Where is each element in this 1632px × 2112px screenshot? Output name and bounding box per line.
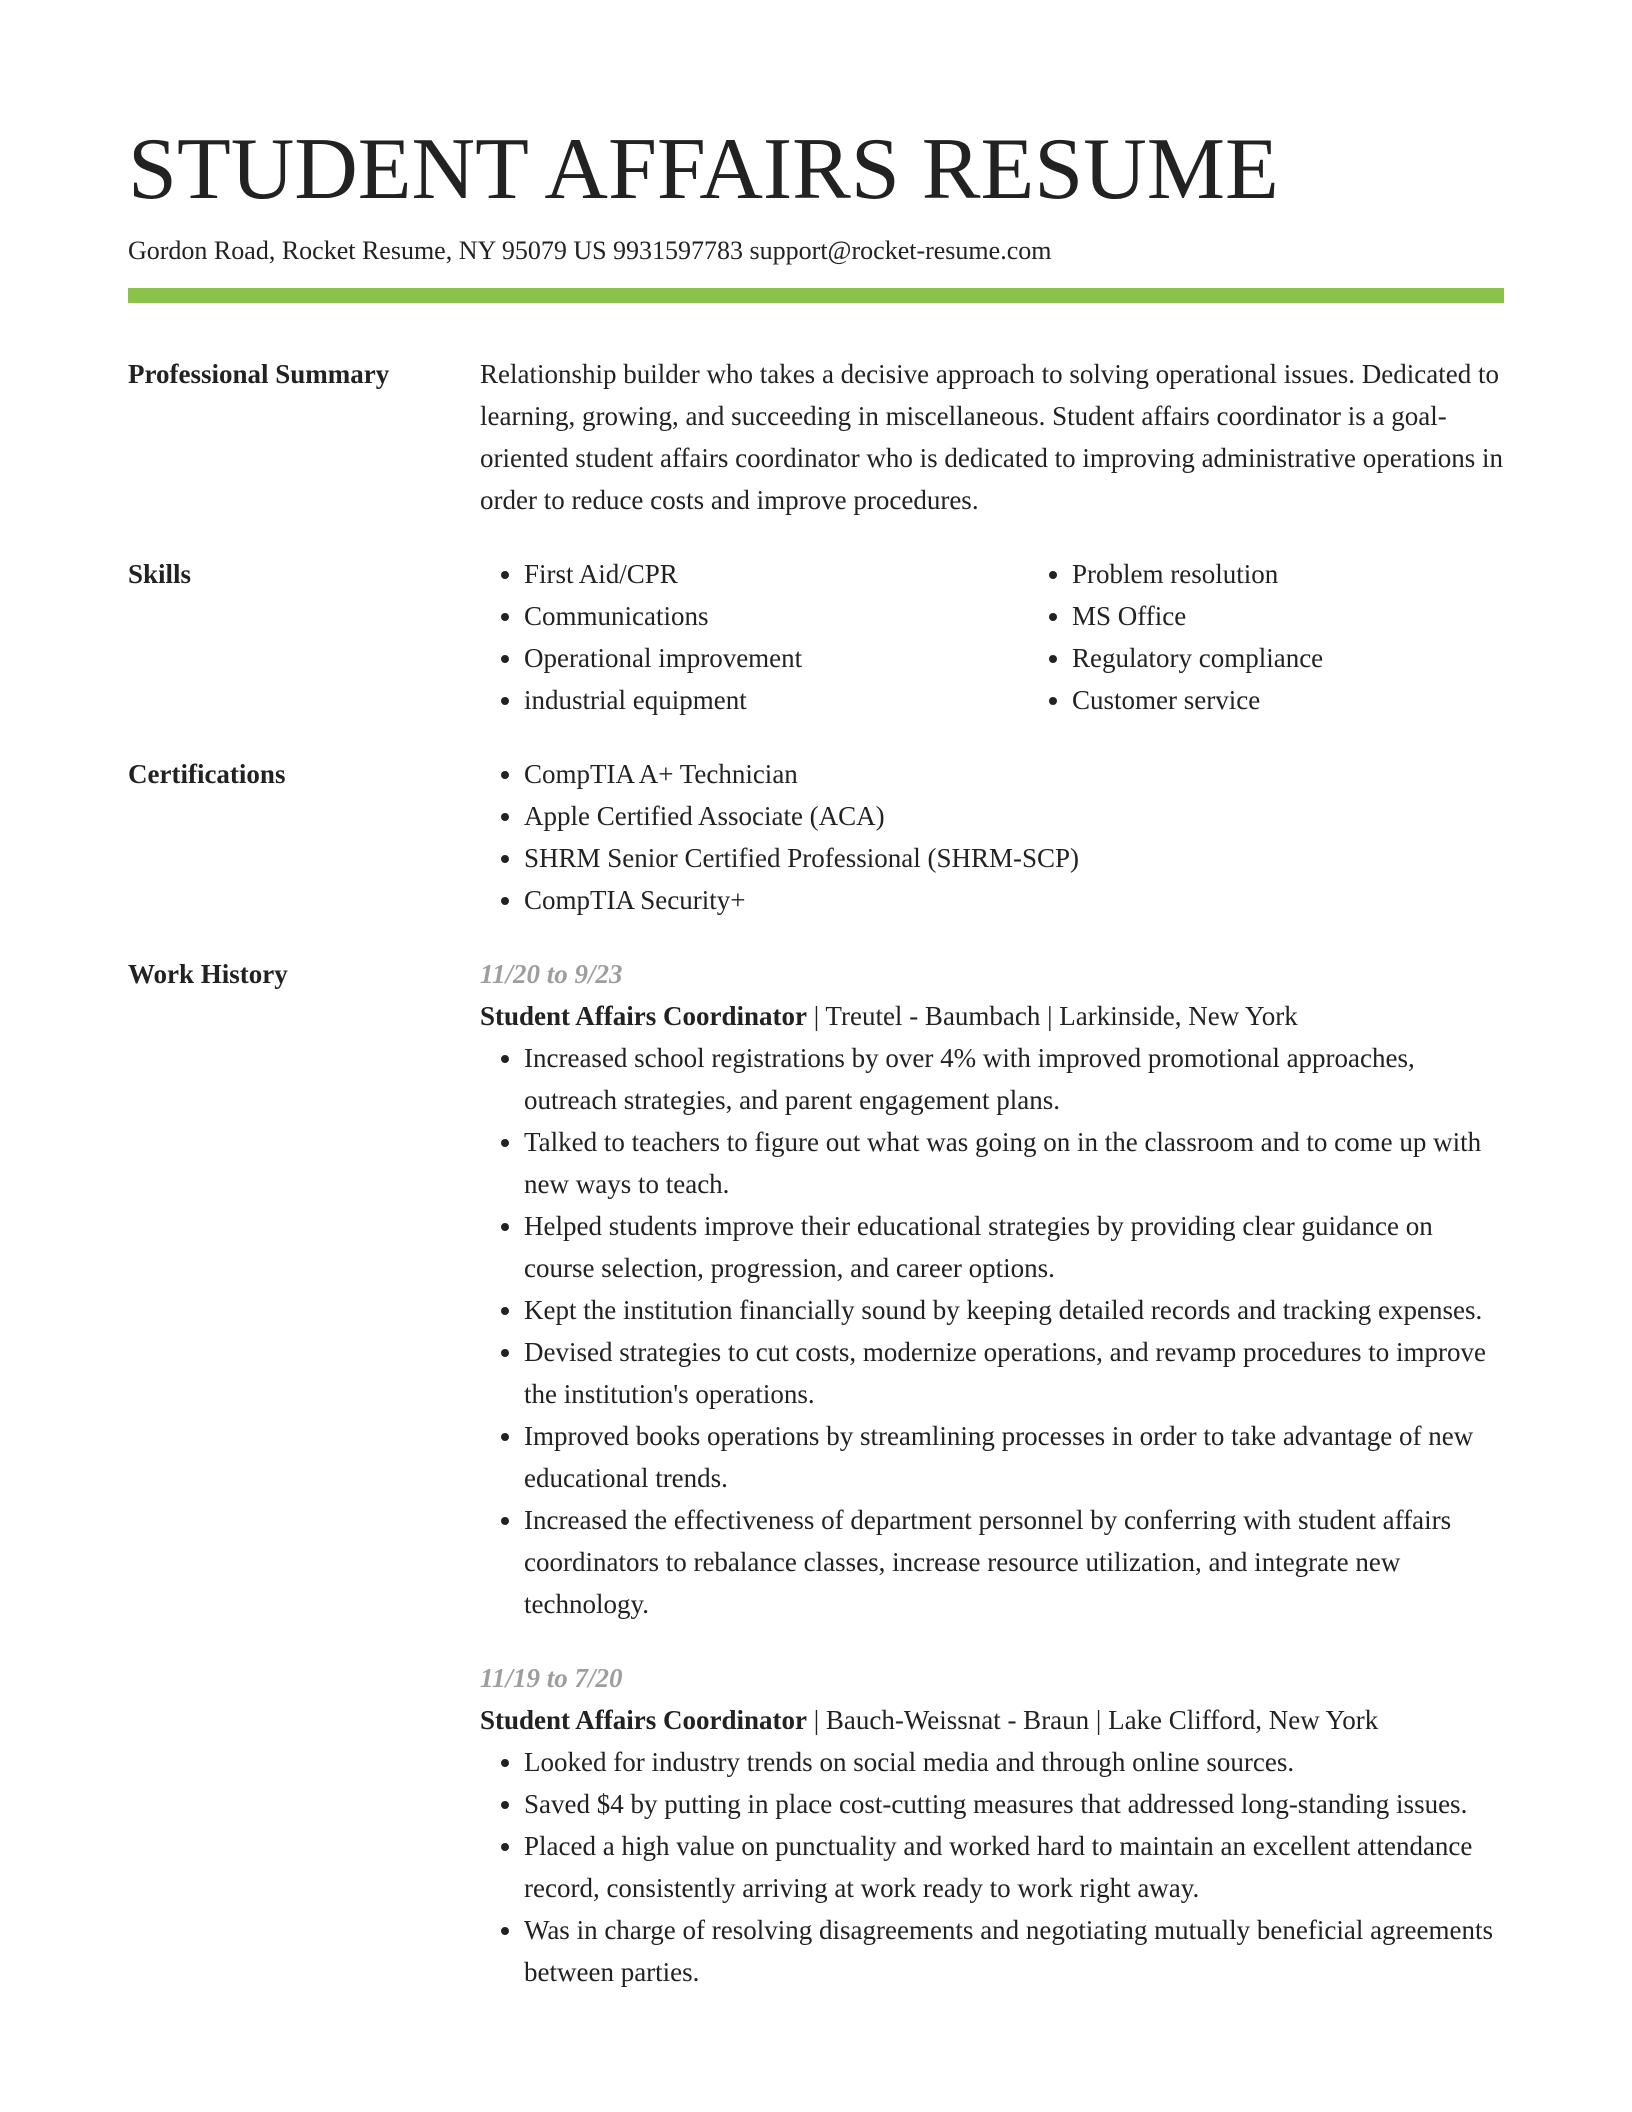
list-item: • SHRM Senior Certified Professional (SHRM-SCP): [524, 837, 1504, 879]
job-title: Student Affairs Coordinator: [480, 1705, 808, 1735]
list-item: • Apple Certified Associate (ACA): [524, 795, 1504, 837]
job-details: | Treutel - Baumbach | Larkinside, New York: [807, 1001, 1298, 1031]
summary-text: Relationship builder who takes a decisive approach to solving operational issues. Dedicated to learning, growing, and succeeding in miscellaneous. Student affairs coordinator is a goal-oriented student affairs coordinator who is dedicated to improving administrative operations in order to reduce costs and improve procedures.: [480, 359, 1503, 515]
job-title: Student Affairs Coordinator: [480, 1001, 808, 1031]
section-skills: [128, 553, 1504, 721]
list-item: • MS Office: [1072, 595, 1576, 637]
certifications-list: [480, 753, 1504, 921]
list-item: • First Aid/CPR: [524, 553, 1028, 595]
section-heading: Certifications: [128, 759, 286, 789]
list-item: • CompTIA Security+: [524, 879, 1504, 921]
header-divider: [128, 288, 1504, 303]
list-item: • Kept the institution financially sound by keeping detailed records and tracking expenses.: [524, 1289, 1504, 1331]
list-item: • Was in charge of resolving disagreements and negotiating mutually beneficial agreements between parties.: [524, 1909, 1504, 1993]
list-item: • Regulatory compliance: [1072, 637, 1576, 679]
job-title-line: [480, 995, 1504, 1037]
section-heading: Skills: [128, 559, 192, 589]
job-title-line: [480, 1699, 1504, 1741]
contact-line: Gordon Road, Rocket Resume, NY 95079 US 9931597783 support@rocket-resume.com: [128, 236, 1052, 265]
skills-columns: [480, 553, 1576, 721]
list-item: • Customer service: [1072, 679, 1576, 721]
resume-title: STUDENT AFFAIRS RESUME: [128, 121, 1279, 218]
list-item: • Improved books operations by streamlining processes in order to take advantage of new educational trends.: [524, 1415, 1504, 1499]
list-item: • Talked to teachers to figure out what was going on in the classroom and to come up with new ways to teach.: [524, 1121, 1504, 1205]
section-work-history: [128, 953, 1504, 1993]
list-item: • CompTIA A+ Technician: [524, 753, 1504, 795]
job-details: | Bauch-Weissnat - Braun | Lake Clifford, New York: [807, 1705, 1379, 1735]
section-certifications: [128, 753, 1504, 921]
skills-list-right: [1028, 553, 1576, 721]
list-item: • Placed a high value on punctuality and worked hard to maintain an excellent attendance record, consistently arriving at work ready to work right away.: [524, 1825, 1504, 1909]
list-item: • Looked for industry trends on social media and through online sources.: [524, 1741, 1504, 1783]
job-entry: [480, 1657, 1504, 1993]
section-heading: Work History: [128, 959, 288, 989]
list-item: • Communications: [524, 595, 1028, 637]
job-dates: 11/19 to 7/20: [480, 1663, 623, 1693]
section-professional-summary: [128, 353, 1504, 521]
list-item: • Devised strategies to cut costs, modernize operations, and revamp procedures to improve the institution's operations.: [524, 1331, 1504, 1415]
list-item: • Saved $4 by putting in place cost-cutting measures that addressed long-standing issues.: [524, 1783, 1504, 1825]
list-item: • industrial equipment: [524, 679, 1028, 721]
job-entry: [480, 953, 1504, 1625]
work-history-body: [480, 953, 1504, 1993]
certifications-body: [480, 753, 1504, 921]
list-item: • Helped students improve their educational strategies by providing clear guidance on course selection, progression, and career options.: [524, 1205, 1504, 1289]
list-item: • Problem resolution: [1072, 553, 1576, 595]
list-item: • Increased school registrations by over 4% with improved promotional approaches, outreach strategies, and parent engagement plans.: [524, 1037, 1504, 1121]
section-heading: Professional Summary: [128, 359, 390, 389]
skills-list-left: [480, 553, 1028, 721]
list-item: • Increased the effectiveness of department personnel by conferring with student affairs coordinators to rebalance classes, increase resource utilization, and integrate new technology.: [524, 1499, 1504, 1625]
job-bullets: [480, 1037, 1504, 1625]
list-item: • Operational improvement: [524, 637, 1028, 679]
job-dates: 11/20 to 9/23: [480, 959, 623, 989]
job-bullets: [480, 1741, 1504, 1993]
